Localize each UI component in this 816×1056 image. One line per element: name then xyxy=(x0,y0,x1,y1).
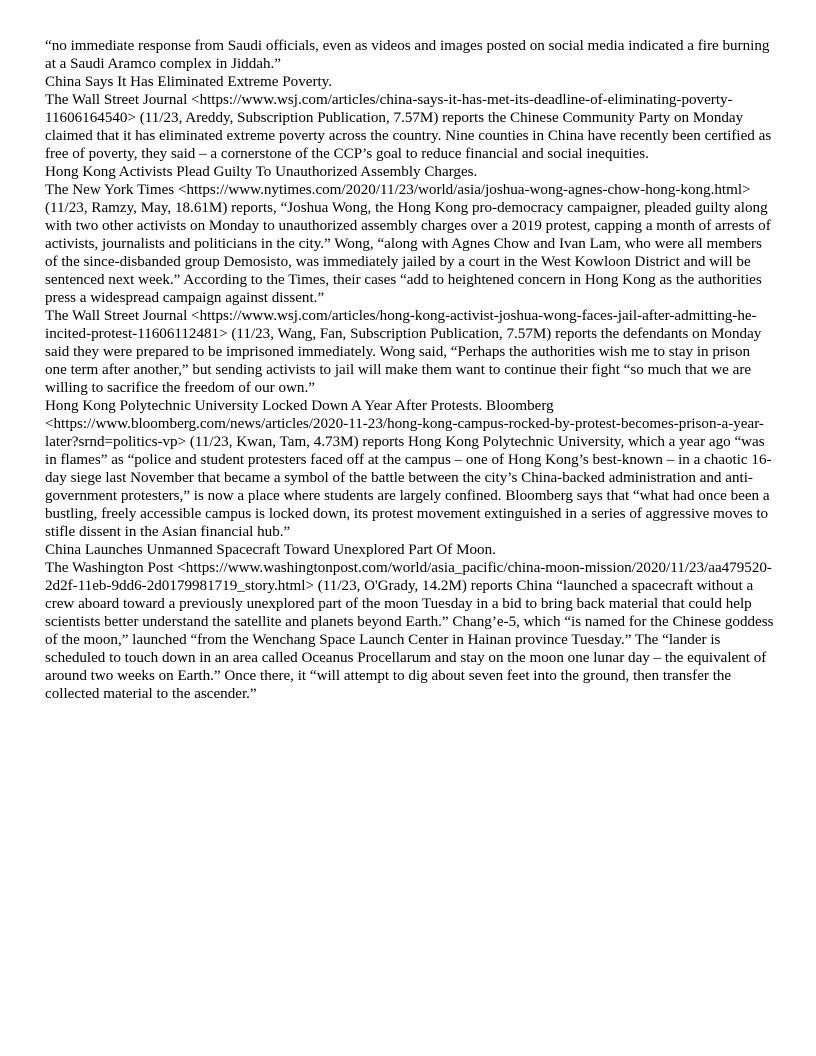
paragraph-saudi-aramco-continuation: “no immediate response from Saudi officials, even as videos and images posted on social media indicated a fire burning at a Saudi Aramco complex in Jiddah.” xyxy=(45,38,770,72)
headline-china-poverty: China Says It Has Eliminated Extreme Poverty. xyxy=(45,74,333,90)
document-page xyxy=(45,37,775,703)
paragraph-bloomberg-polyu: Hong Kong Polytechnic University Locked Down A Year After Protests. Bloomberg <https://www.bloomberg.com/news/articles/2020-11-23/hong-kong-campus-rocked-by-protest-becomes-prison-a-year-later?srnd=politics-vp> (11/23, Kwan, Tam, 4.73M) reports Hong Kong Polytechnic University, which a year ago “was in flames” as “police and student protesters faced off at the campus – one of Hong Kong’s best-known – in a chaotic 16-day siege last November that became a symbol of the battle between the city’s China-backed administration and anti-government protesters,” is now a place where students are largely confined. Bloomberg says that “what had once been a bustling, freely accessible campus is locked down, its protest movement extinguished in a series of aggressive moves to stifle dissent in the Asian financial hub.” xyxy=(45,398,772,540)
paragraph-wsj-joshua-wong: The Wall Street Journal <https://www.wsj.com/articles/hong-kong-activist-joshua-wong-faces-jail-after-admitting-he-incited-protest-11606112481> (11/23, Wang, Fan, Subscription Publication, 7.57M) reports the defendants on Monday said they were prepared to be imprisoned immediately. Wong said, “Perhaps the authorities wish me to stay in prison one term after another,” but sending activists to jail will make them want to continue their fight “so much that we are willing to sacrifice the freedom of our own.” xyxy=(45,308,762,396)
headline-china-moon: China Launches Unmanned Spacecraft Toward Unexplored Part Of Moon. xyxy=(45,542,496,558)
paragraph-wapo-moon: The Washington Post <https://www.washingtonpost.com/world/asia_pacific/china-moon-mission/2020/11/23/aa479520-2d2f-11eb-9dd6-2d0179981719_story.html> (11/23, O'Grady, 14.2M) reports China “launched a spacecraft without a crew aboard toward a previously unexplored part of the moon Tuesday in a bid to bring back material that could help scientists better understand the satellite and planets beyond Earth.” Chang’e-5, which “is named for the Chinese goddess of the moon,” launched “from the Wenchang Space Launch Center in Hainan province Tuesday.” The “lander is scheduled to touch down in an area called Oceanus Procellarum and stay on the moon one lunar day – the equivalent of around two weeks on Earth.” Once there, it “will attempt to dig about seven feet into the ground, then transfer the collected material to the ascender.” xyxy=(45,560,774,702)
paragraph-nyt-joshua-wong: The New York Times <https://www.nytimes.com/2020/11/23/world/asia/joshua-wong-agnes-chow-hong-kong.html> (11/23, Ramzy, May, 18.61M) reports, “Joshua Wong, the Hong Kong pro-democracy campaigner, pleaded guilty along with two other activists on Monday to unauthorized assembly charges over a 2019 protest, capping a month of arrests of activists, journalists and politicians in the city.” Wong, “along with Agnes Chow and Ivan Lam, who were all members of the since-disbanded group Demosisto, was immediately jailed by a court in the West Kowloon District and will be sentenced next week.” According to the Times, their cases “add to heightened concern in Hong Kong as the authorities press a widespread campaign against dissent.” xyxy=(45,182,771,306)
paragraph-wsj-poverty: The Wall Street Journal <https://www.wsj.com/articles/china-says-it-has-met-its-deadline-of-eliminating-poverty-11606164540> (11/23, Areddy, Subscription Publication, 7.57M) reports the Chinese Community Party on Monday claimed that it has eliminated extreme poverty across the country. Nine counties in China have recently been certified as free of poverty, they said – a cornerstone of the CCP’s goal to reduce financial and social inequities. xyxy=(45,92,772,162)
headline-hong-kong-activists: Hong Kong Activists Plead Guilty To Unauthorized Assembly Charges. xyxy=(45,164,478,180)
